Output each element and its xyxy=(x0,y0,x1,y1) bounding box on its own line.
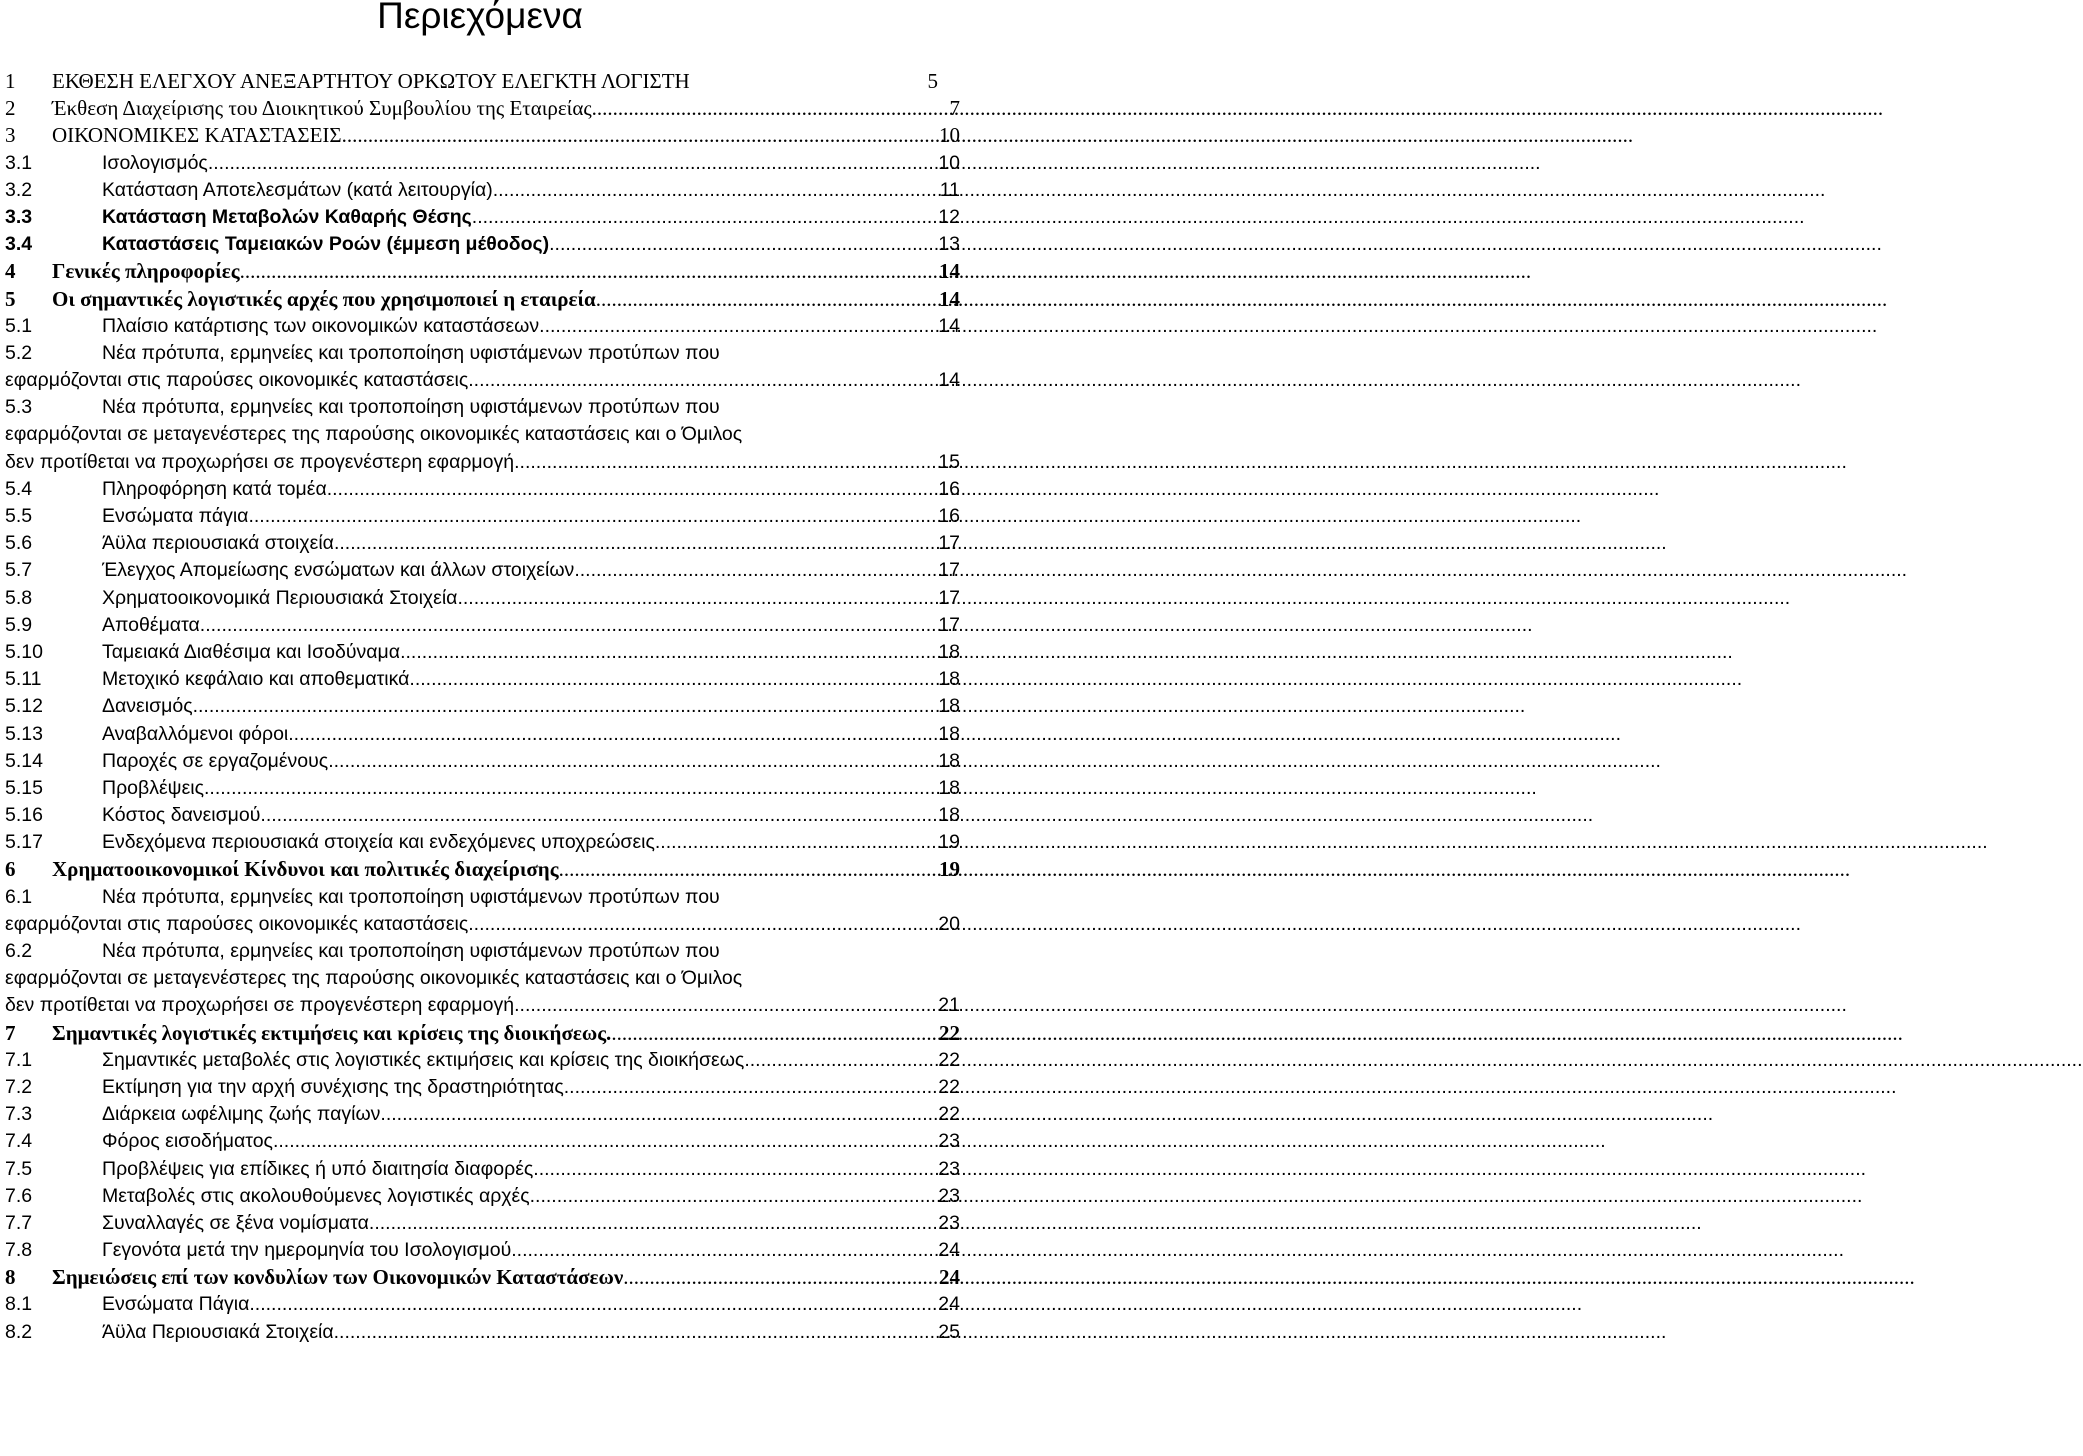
toc-entry-title: Μετοχικό κεφάλαιο και αποθεματικά xyxy=(102,668,410,691)
toc-entry[interactable] xyxy=(0,775,960,802)
toc-entry-number: 6 xyxy=(5,857,16,882)
toc-entry-number: 3.3 xyxy=(5,205,33,228)
toc-entry-title: Διάρκεια ωφέλιμης ζωής παγίων xyxy=(102,1103,381,1126)
toc-entry[interactable] xyxy=(0,1074,960,1101)
toc-entry[interactable] xyxy=(0,802,960,829)
toc-entry-page: 17 xyxy=(938,613,960,636)
toc-entry-title: Ταμειακά Διαθέσιμα και Ισοδύναμα xyxy=(102,640,401,663)
toc-entry-number: 5.3 xyxy=(5,396,33,419)
toc-entry-page: 15 xyxy=(938,450,960,473)
toc-entry-number: 5.12 xyxy=(5,695,43,718)
toc-entry[interactable] xyxy=(0,1183,960,1210)
toc-entry-title: Άϋλα Περιουσιακά Στοιχεία xyxy=(102,1320,334,1343)
dot-leader xyxy=(472,204,938,231)
toc-entry[interactable] xyxy=(0,503,960,530)
toc-entry-number: 5.10 xyxy=(5,640,43,663)
toc-entry[interactable] xyxy=(0,1319,960,1346)
toc-entry-page: 19 xyxy=(938,831,960,854)
toc-entry-page: 18 xyxy=(938,640,960,663)
toc-entry-number: 7.5 xyxy=(5,1157,33,1180)
toc-entry-title: Κατάσταση Μεταβολών Καθαρής Θέσης xyxy=(102,205,472,228)
toc-entry[interactable] xyxy=(0,150,960,177)
toc-entry-title: Έκθεση Διαχείρισης του Διοικητικού Συμβουλίου της Εταιρείας xyxy=(52,96,592,121)
toc-entry-title: εφαρμόζονται σε μεταγενέστερες της παρούσης οικονομικές καταστάσεις και ο Όμιλος xyxy=(5,423,743,446)
toc-entry-page: 13 xyxy=(938,233,960,256)
toc-entry[interactable] xyxy=(0,476,960,503)
toc-entry-number: 5.9 xyxy=(5,613,33,636)
toc-entry-page: 5 xyxy=(927,69,938,93)
toc-entry-number: 5.16 xyxy=(5,804,43,827)
toc-entry-number: 5.13 xyxy=(5,722,43,745)
toc-entry[interactable] xyxy=(0,856,960,883)
dot-leader xyxy=(260,802,937,829)
toc-entry-page: 14 xyxy=(939,259,960,284)
toc-entry-page: 24 xyxy=(938,1293,960,1316)
dot-leader xyxy=(750,1047,938,1074)
toc-entry[interactable] xyxy=(0,258,960,285)
toc-entry-page: 18 xyxy=(938,668,960,691)
toc-entry[interactable] xyxy=(0,557,960,584)
toc-entry[interactable] xyxy=(0,68,960,95)
toc-entry[interactable] xyxy=(0,1156,960,1183)
toc-entry-number: 8 xyxy=(5,1265,16,1290)
dot-leader xyxy=(514,449,937,476)
toc-entry-page: 18 xyxy=(938,804,960,827)
toc-entry[interactable] xyxy=(0,1210,960,1237)
toc-entry-number: 2 xyxy=(5,96,16,121)
toc-entry-page: 24 xyxy=(939,1265,960,1290)
toc-entry-number: 5.6 xyxy=(5,532,33,555)
toc-entry-title: Πλαίσιο κατάρτισης των οικονομικών καταστάσεων. xyxy=(102,314,545,337)
toc-entry-number: 3.4 xyxy=(5,233,33,256)
toc-entry[interactable] xyxy=(0,748,960,775)
toc-entry-number: 8.2 xyxy=(5,1320,33,1343)
toc-entry-title: Παροχές σε εργαζομένους xyxy=(102,749,329,772)
toc-entry-page: 17 xyxy=(938,586,960,609)
toc-entry[interactable] xyxy=(0,829,960,856)
toc-entry[interactable] xyxy=(0,530,960,557)
toc-entry-number: 3 xyxy=(5,123,16,148)
toc-entry-title: Εκτίμηση για την αρχή συνέχισης της δραστηριότητας xyxy=(102,1075,564,1098)
toc-entry-title: Κόστος δανεισμού xyxy=(102,804,261,827)
toc-entry-number: 5.2 xyxy=(5,341,33,364)
dot-leader xyxy=(249,1291,937,1318)
dot-leader xyxy=(533,1156,937,1183)
toc-entry[interactable] xyxy=(0,286,960,313)
toc-entry[interactable] xyxy=(0,1237,960,1264)
toc-entry-page: 17 xyxy=(938,559,960,582)
toc-entry-number: 5.5 xyxy=(5,505,33,527)
toc-entry-page: 20 xyxy=(938,912,960,935)
toc-entry[interactable] xyxy=(0,231,960,258)
toc-entry-page: 21 xyxy=(938,994,960,1017)
toc-entry-title: ΟΙΚΟΝΟΜΙΚΕΣ ΚΑΤΑΣΤΑΣΕΙΣ xyxy=(52,123,342,148)
toc-entry-title: Φόρος εισοδήματος xyxy=(102,1130,273,1153)
dot-leader xyxy=(592,95,949,122)
toc-entry-title: Άϋλα περιουσιακά στοιχεία xyxy=(102,532,334,555)
toc-entry-page: 18 xyxy=(938,776,960,799)
toc-entry[interactable] xyxy=(0,639,960,666)
dot-leader xyxy=(342,122,938,149)
toc-entry-number: 5.1 xyxy=(5,314,33,337)
toc-entry-number: 7.4 xyxy=(5,1130,33,1153)
toc-entry[interactable] xyxy=(0,340,960,394)
dot-leader xyxy=(623,1264,938,1291)
toc-entry-title: Συναλλαγές σε ξένα νομίσματα xyxy=(102,1211,369,1234)
toc-entry[interactable] xyxy=(0,1047,960,1074)
toc-entry-title: εφαρμόζονται στις παρούσες οικονομικές καταστάσεις xyxy=(5,369,469,392)
toc-entry-page: 16 xyxy=(938,477,960,500)
toc-entry[interactable] xyxy=(0,938,960,1020)
toc-entry-page: 12 xyxy=(938,205,960,228)
toc-entry-page: 18 xyxy=(938,695,960,718)
toc-entry-page: 14 xyxy=(938,314,960,337)
toc-entry-title: Ενσώματα πάγια xyxy=(102,505,249,527)
toc-entry-title: ΕΚΘΕΣΗ ΕΛΕΓΧΟΥ ΑΝΕΞΑΡΤΗΤΟΥ ΟΡΚΩΤΟΥ ΕΛΕΓΚΤΗ ΛΟΓΙΣΤΗ xyxy=(52,69,690,93)
dot-leader xyxy=(559,856,938,883)
toc-entry-number: 5 xyxy=(5,286,16,311)
toc-entry-title: Πληροφόρηση κατά τομέα xyxy=(102,477,327,500)
dot-leader xyxy=(334,530,937,557)
toc-entry-page: 22 xyxy=(938,1075,960,1098)
toc-entry-title: Ισολογισμός xyxy=(102,151,208,174)
toc-entry-number: 5.17 xyxy=(5,831,43,854)
toc-entry-number: 7.1 xyxy=(5,1048,33,1071)
dot-leader xyxy=(248,503,937,530)
toc-entry-title: Ενσώματα Πάγια xyxy=(102,1293,250,1316)
toc-entry-page: 10 xyxy=(939,123,960,148)
dot-leader xyxy=(208,150,937,177)
toc-entry-number: 7.6 xyxy=(5,1184,33,1207)
toc-entry-page: 25 xyxy=(938,1320,960,1343)
dot-leader xyxy=(240,258,938,285)
toc-entry[interactable] xyxy=(0,177,960,204)
toc-entry-page: 18 xyxy=(938,749,960,772)
dot-leader xyxy=(655,829,937,856)
dot-leader xyxy=(549,231,937,258)
toc-entry-number: 5.8 xyxy=(5,586,33,609)
toc-entry[interactable] xyxy=(0,204,960,231)
toc-entry-page: 16 xyxy=(938,505,960,527)
toc-entry-number: 5.11 xyxy=(5,668,42,691)
toc-entry-title: Χρηματοοικονομικοί Κίνδυνοι και πολιτικές διαχείρισης xyxy=(52,857,559,882)
dot-leader xyxy=(514,992,937,1019)
toc-entry-page: 11 xyxy=(939,178,960,201)
toc-entry[interactable] xyxy=(0,1020,960,1047)
toc-entry-page: 19 xyxy=(939,857,960,882)
toc-entry-number: 1 xyxy=(5,69,16,93)
toc-entry-title: Αποθέματα xyxy=(102,613,200,636)
toc-entry[interactable] xyxy=(0,721,960,748)
toc-entry-title: Σημειώσεις επί των κονδυλίων των Οικονομικών Καταστάσεων xyxy=(52,1265,624,1290)
toc-entry-title: Νέα πρότυπα, ερμηνείες και τροποποίηση υφιστάμενων προτύπων που xyxy=(102,885,720,908)
toc-entry-number: 3.2 xyxy=(5,178,33,201)
dot-leader xyxy=(328,748,937,775)
toc-entry-title: Ενδεχόμενα περιουσιακά στοιχεία και ενδεχόμενες υποχρεώσεις xyxy=(102,831,655,854)
dot-leader xyxy=(380,1101,937,1128)
dot-leader xyxy=(327,476,938,503)
toc-entry[interactable] xyxy=(0,666,960,693)
toc-entry-number: 7.8 xyxy=(5,1239,33,1262)
dot-leader xyxy=(493,177,939,204)
page-title: Περιεχόμενα xyxy=(377,0,583,36)
toc-entry-page: 14 xyxy=(939,286,960,311)
toc-entry-title: Σημαντικές λογιστικές εκτιμήσεις και κρίσεις της διοικήσεως. xyxy=(52,1020,612,1045)
toc-entry-number: 4 xyxy=(5,259,16,284)
toc-entry-title: Γεγονότα μετά την ημερομηνία του Ισολογισμού xyxy=(102,1239,512,1262)
toc-entry-number: 7 xyxy=(5,1020,16,1045)
toc-entry-title: Δανεισμός xyxy=(102,695,193,718)
toc-entry-title: Καταστάσεις Ταμειακών Ροών (έμμεση μέθοδος) xyxy=(102,233,550,256)
toc-entry-page: 14 xyxy=(938,369,960,392)
toc-entry-number: 5.4 xyxy=(5,477,33,500)
toc-entry-page: 23 xyxy=(938,1130,960,1153)
toc-entry-title: Προβλέψεις xyxy=(102,776,205,799)
toc-entry-page: 10 xyxy=(938,151,960,174)
toc-entry-title: εφαρμόζονται στις παρούσες οικονομικές καταστάσεις xyxy=(5,912,469,935)
dot-leader xyxy=(511,1237,937,1264)
toc-entry-title: Χρηματοοικονομικά Περιουσιακά Στοιχεία xyxy=(102,586,458,609)
toc-entry-page: 22 xyxy=(939,1020,960,1045)
toc-entry[interactable] xyxy=(0,884,960,938)
dot-leader xyxy=(288,721,937,748)
toc-entry-title: εφαρμόζονται σε μεταγενέστερες της παρούσης οικονομικές καταστάσεις και ο Όμιλος xyxy=(5,967,743,990)
toc-entry[interactable] xyxy=(0,1291,960,1318)
toc-entry-title: Κατάσταση Αποτελεσμάτων (κατά λειτουργία) xyxy=(102,178,493,201)
table-of-contents xyxy=(0,68,960,1346)
toc-entry[interactable] xyxy=(0,1264,960,1291)
toc-entry[interactable] xyxy=(0,95,960,122)
dot-leader xyxy=(468,911,937,938)
toc-entry-title: Έλεγχος Απομείωσης ενσώματων και άλλων στοιχείων xyxy=(102,559,575,582)
toc-entry-page: 23 xyxy=(938,1157,960,1180)
dot-leader xyxy=(273,1128,937,1155)
toc-entry[interactable] xyxy=(0,1128,960,1155)
toc-entry-title: δεν προτίθεται να προχωρήσει σε προγενέστερη εφαρμογή xyxy=(5,994,515,1017)
toc-entry-page: 23 xyxy=(938,1211,960,1234)
toc-entry-title: Γενικές πληροφορίες xyxy=(52,259,240,284)
document-page xyxy=(0,0,960,1456)
dot-leader xyxy=(457,585,937,612)
toc-entry-title: Νέα πρότυπα, ερμηνείες και τροποποίηση υφιστάμενων προτύπων που xyxy=(102,940,720,962)
toc-entry-number: 5.14 xyxy=(5,749,43,772)
toc-entry[interactable] xyxy=(0,585,960,612)
toc-entry-number: 6.1 xyxy=(5,885,33,908)
toc-entry[interactable] xyxy=(0,693,960,720)
toc-entry-title: Νέα πρότυπα, ερμηνείες και τροποποίηση υφιστάμενων προτύπων που xyxy=(102,396,720,419)
dot-leader xyxy=(530,1183,938,1210)
dot-leader xyxy=(193,693,938,720)
toc-entry-number: 7.3 xyxy=(5,1103,33,1126)
toc-entry-title: Νέα πρότυπα, ερμηνείες και τροποποίηση υφιστάμενων προτύπων που xyxy=(102,341,720,364)
dot-leader xyxy=(204,775,937,802)
toc-entry-page: 18 xyxy=(938,722,960,745)
toc-entry-number: 7.2 xyxy=(5,1075,33,1098)
dot-leader xyxy=(200,612,938,639)
toc-entry-page: 17 xyxy=(938,532,960,555)
toc-entry[interactable] xyxy=(0,122,960,149)
toc-entry-title: δεν προτίθεται να προχωρήσει σε προγενέστερη εφαρμογή xyxy=(5,450,515,473)
dot-leader xyxy=(468,367,937,394)
toc-entry-title: Οι σημαντικές λογιστικές αρχές που χρησιμοποιεί η εταιρεία xyxy=(52,286,596,311)
toc-entry-page: 22 xyxy=(938,1048,960,1071)
toc-entry[interactable] xyxy=(0,612,960,639)
dot-leader xyxy=(409,666,937,693)
toc-entry[interactable] xyxy=(0,313,960,340)
toc-entry-number: 6.2 xyxy=(5,940,33,962)
dot-leader xyxy=(596,286,938,313)
toc-entry-number: 7.7 xyxy=(5,1211,33,1234)
toc-entry-page: 7 xyxy=(949,96,960,121)
dot-leader xyxy=(400,639,937,666)
toc-entry-number: 3.1 xyxy=(5,151,33,174)
toc-entry-number: 8.1 xyxy=(5,1293,33,1316)
dot-leader xyxy=(545,313,938,340)
toc-entry-number: 5.7 xyxy=(5,559,33,582)
dot-leader xyxy=(611,1020,938,1047)
toc-entry-number: 5.15 xyxy=(5,776,43,799)
dot-leader xyxy=(564,1074,938,1101)
toc-entry-page: 22 xyxy=(938,1103,960,1126)
dot-leader xyxy=(369,1210,937,1237)
toc-entry-title: Αναβαλλόμενοι φόροι xyxy=(102,722,289,745)
toc-entry-title: Προβλέψεις για επίδικες ή υπό διαιτησία διαφορές xyxy=(102,1157,534,1180)
toc-entry-title: Μεταβολές στις ακολουθούμενες λογιστικές αρχές xyxy=(102,1184,530,1207)
dot-leader xyxy=(574,557,937,584)
dot-leader xyxy=(334,1319,938,1346)
toc-entry-page: 24 xyxy=(938,1239,960,1262)
toc-entry-title: Σημαντικές μεταβολές στις λογιστικές εκτιμήσεις και κρίσεις της διοικήσεως. xyxy=(102,1048,750,1071)
toc-entry[interactable] xyxy=(0,394,960,476)
toc-entry-page: 23 xyxy=(938,1184,960,1207)
toc-entry[interactable] xyxy=(0,1101,960,1128)
